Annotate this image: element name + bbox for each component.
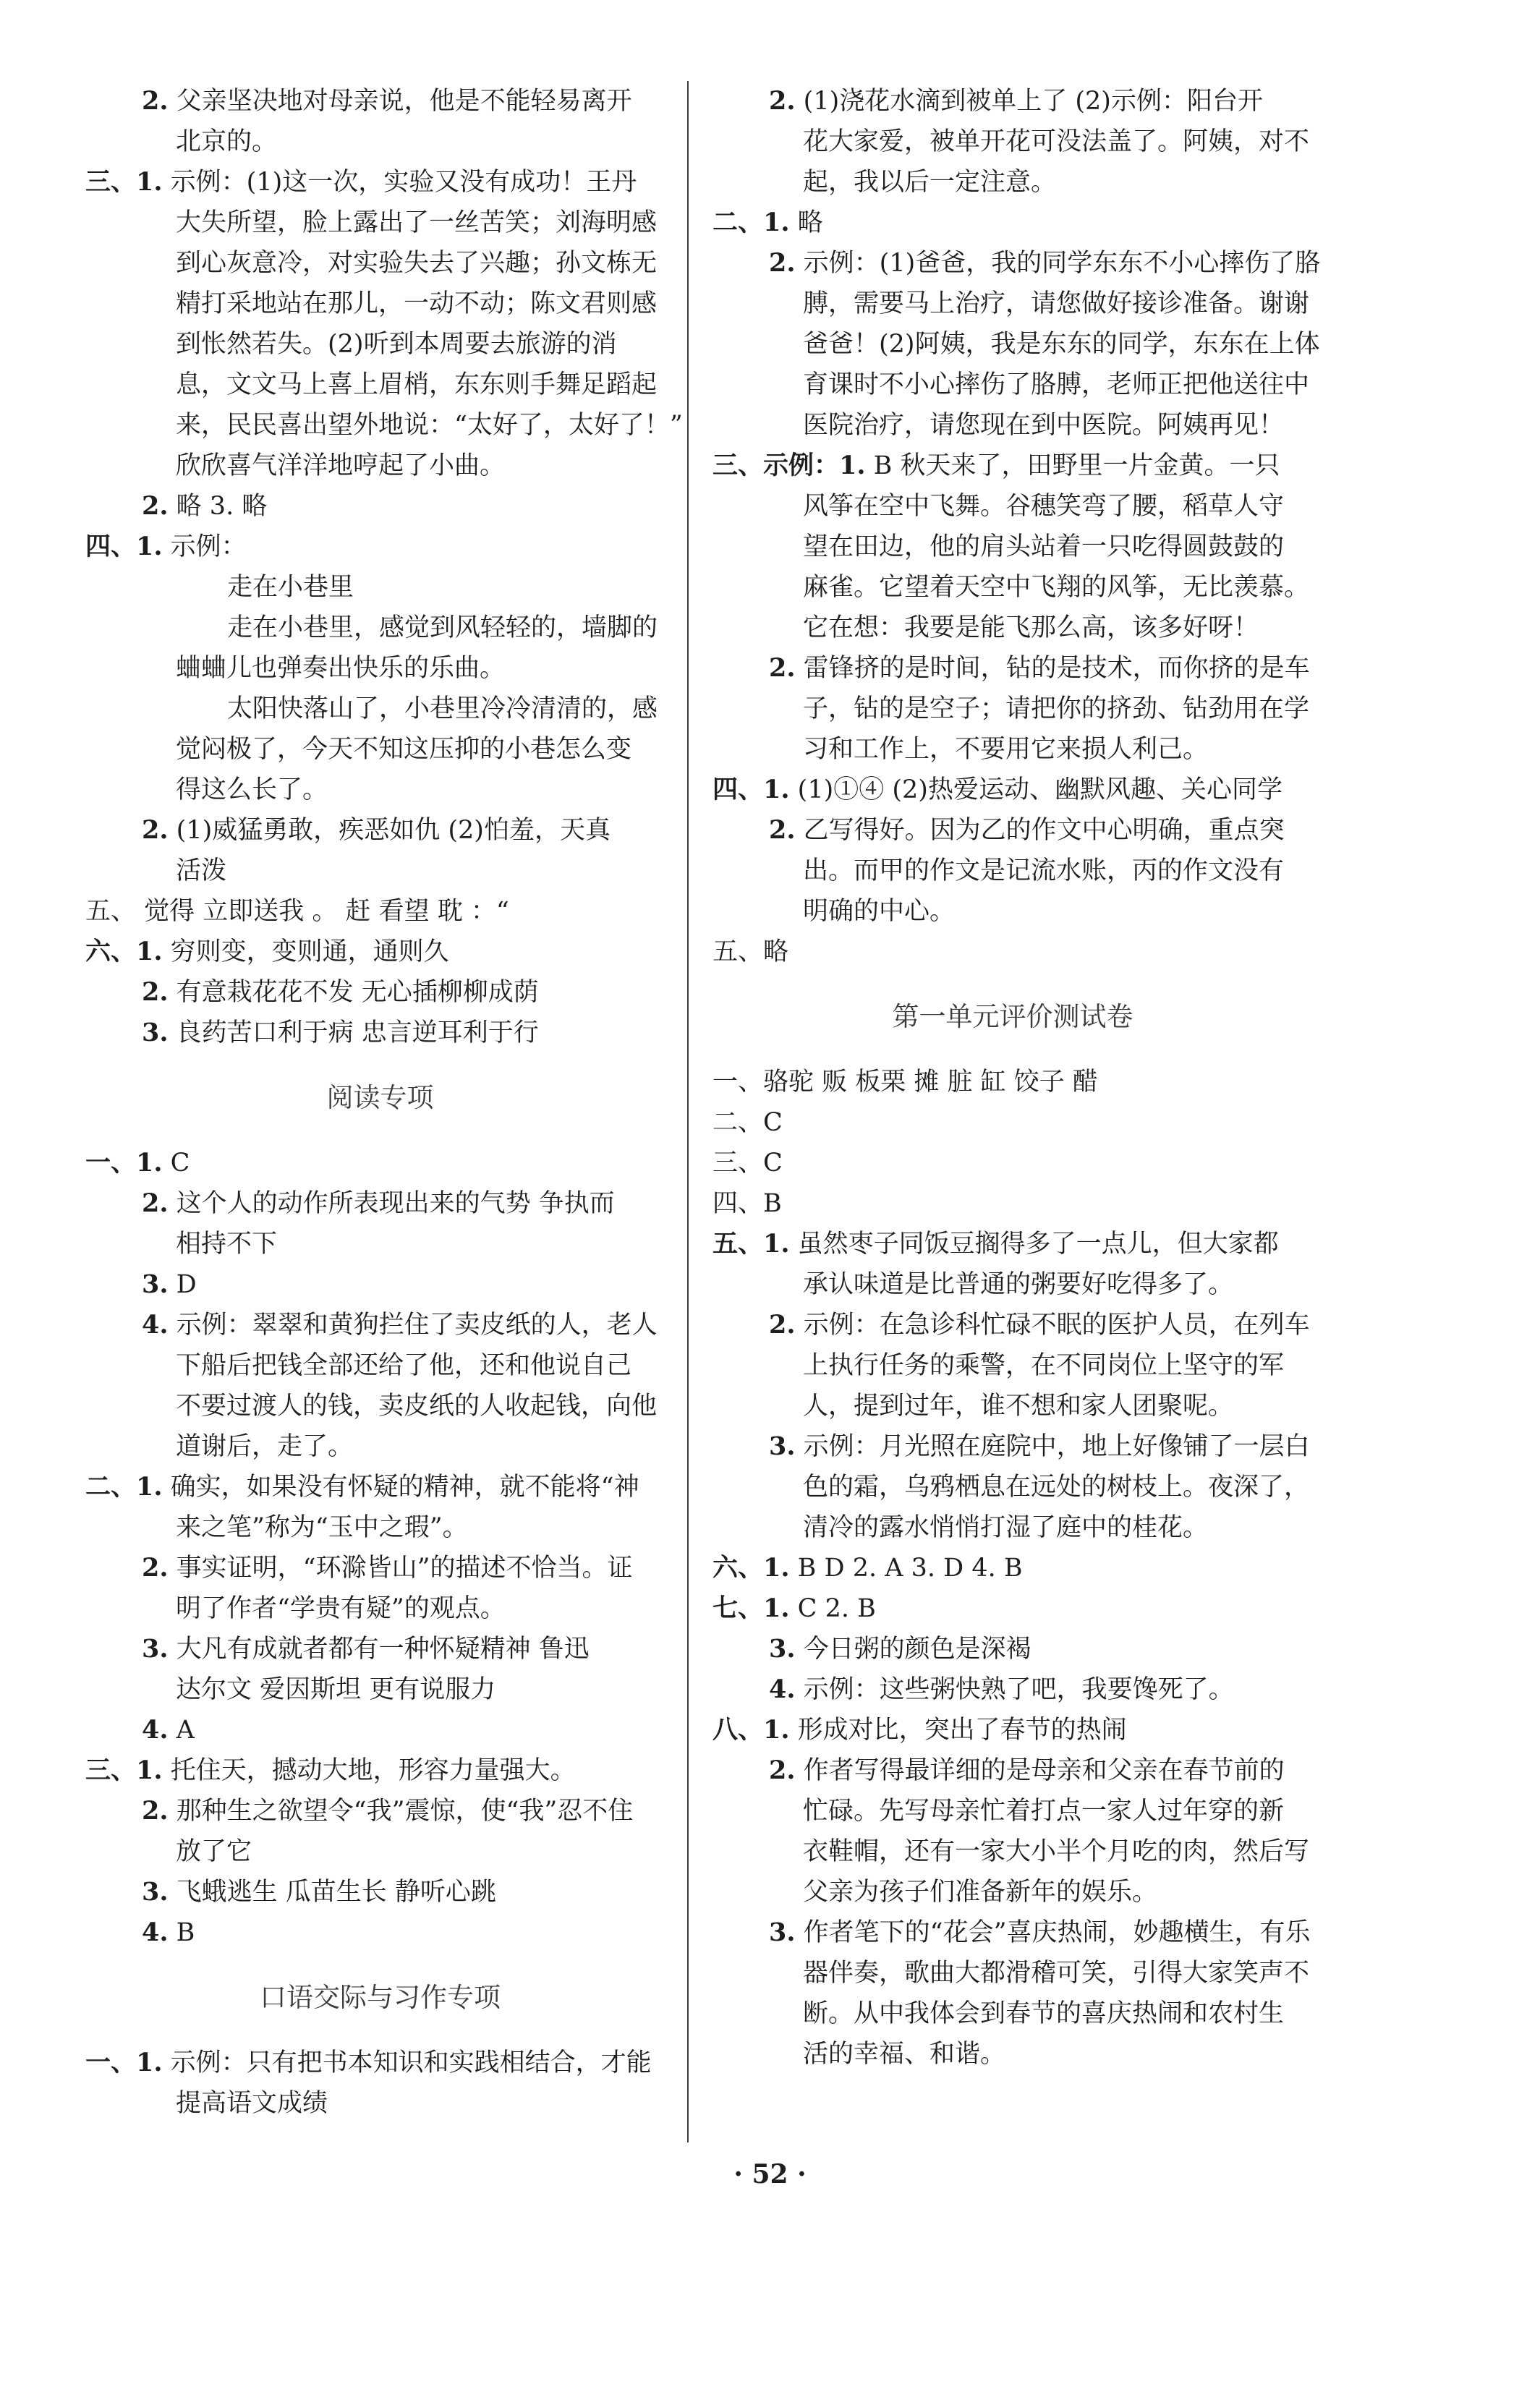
item-number: 2. [769, 86, 796, 116]
answer-text: 走在小巷里，感觉到风轻轻的，墙脚的 [227, 613, 658, 642]
answer-text: 望在田边，他的肩头站着一只吃得圆鼓鼓的 [803, 532, 1285, 561]
answer-line [85, 1629, 675, 1669]
answer-line [85, 1548, 675, 1588]
answer-line [85, 810, 675, 851]
item-number: 2. [142, 491, 169, 521]
answer-line [712, 324, 1320, 365]
answer-line [712, 648, 1313, 689]
answer-text: 蛐蛐儿也弹奏出快乐的乐曲。 [176, 654, 506, 683]
answer-text: 那种生之欲望令“我”震惊，使“我”忍不住 [168, 1797, 634, 1826]
answer-text: 习和工作上，不要用它来损人利己。 [803, 735, 1209, 764]
answer-line [85, 1710, 675, 1750]
answer-text: 雷锋挤的是时间，钻的是技术，而你挤的是车 [795, 654, 1310, 683]
answer-line [85, 1345, 675, 1386]
answer-line [85, 1426, 675, 1467]
item-number: 2. [142, 1796, 169, 1826]
column-divider [687, 81, 689, 2142]
answer-text: 相持不下 [176, 1230, 278, 1259]
item-number: 2. [769, 815, 796, 845]
answer-text: 四、B [712, 1189, 782, 1218]
answer-text: 飞蛾逃生 瓜苗生长 静听心跳 [168, 1878, 496, 1907]
item-number: 4. [142, 1918, 169, 1947]
answer-text: 大失所望，脸上露出了一丝苦笑；刘海明感 [176, 208, 658, 237]
answer-line [85, 1264, 675, 1305]
answer-line [712, 1872, 1313, 1912]
answer-line [712, 567, 1313, 608]
item-number: 一、1. [85, 1148, 163, 1178]
item-number: 2. [142, 977, 169, 1007]
answer-line [85, 324, 675, 365]
answer-text: 清冷的露水悄悄打湿了庭中的桂花。 [803, 1513, 1209, 1542]
answer-line [712, 1426, 1313, 1467]
answer-line [712, 405, 1313, 446]
answer-text: 来之笔”称为“玉中之瑕”。 [176, 1513, 468, 1542]
answer-text: 下船后把钱全部还给了他，还和他说自己 [176, 1351, 632, 1380]
answer-text: 这个人的动作所表现出来的气势 争执而 [168, 1189, 615, 1218]
item-number: 八、1. [712, 1715, 790, 1745]
answer-line [712, 1264, 1313, 1305]
left-column [85, 81, 683, 2124]
item-number: 六、1. [85, 937, 163, 966]
answer-line [712, 1305, 1313, 1345]
answer-line [712, 284, 1313, 324]
answer-line [712, 1669, 1313, 1710]
answer-line [712, 1386, 1313, 1426]
page-number: · 52 · [733, 2159, 807, 2189]
answer-line [712, 1750, 1313, 1791]
answer-text: 觉闷极了，今天不知这压抑的小巷怎么变 [176, 735, 632, 764]
answer-text: 明了作者“学贵有疑”的观点。 [176, 1594, 506, 1623]
answer-text: 息，文文马上喜上眉梢，东东则手舞足蹈起 [176, 370, 658, 399]
answer-text: 乙写得好。因为乙的作文中心明确，重点突 [795, 816, 1285, 845]
answer-line [85, 1750, 675, 1791]
item-number: 二、1. [85, 1472, 163, 1502]
answer-line [85, 1872, 675, 1912]
answer-line [85, 1831, 675, 1872]
answer-line [712, 1629, 1313, 1669]
answer-line [712, 1345, 1313, 1386]
answer-line [712, 729, 1313, 770]
answer-text: A [168, 1716, 195, 1745]
answer-text: 人，提到过年，谁不想和家人团聚呢。 [803, 1392, 1234, 1421]
answer-text: 有意栽花花不发 无心插柳柳成荫 [168, 978, 539, 1007]
item-number: 2. [769, 653, 796, 683]
item-number: 五、1. [712, 1229, 790, 1259]
answer-text: 五、略 [712, 937, 789, 966]
answer-line [85, 608, 675, 648]
answer-line [85, 1507, 675, 1548]
item-number: 六、1. [712, 1553, 790, 1583]
item-number: 七、1. [712, 1593, 790, 1623]
item-number: 4. [142, 1715, 169, 1745]
item-number: 3. [769, 1634, 796, 1664]
answer-text: 示例：翠翠和黄狗拦住了卖皮纸的人，老人 [168, 1311, 658, 1340]
answer-line [712, 770, 1313, 810]
answer-text: 示例：月光照在庭院中，地上好像铺了一层白 [795, 1432, 1310, 1461]
answer-line [85, 972, 675, 1013]
answer-text: 北京的。 [176, 127, 278, 156]
answer-line [85, 891, 675, 932]
answer-text: 父亲为孩子们准备新年的娱乐。 [803, 1878, 1158, 1907]
answer-text: 示例：这些粥快熟了吧，我要馋死了。 [795, 1675, 1234, 1704]
answer-line [712, 243, 1321, 284]
answer-text: 麻雀。它望着天空中飞翔的风筝，无比羡慕。 [803, 573, 1310, 602]
answer-text: 断。从中我体会到春节的喜庆热闹和农村生 [803, 1999, 1285, 2028]
answer-text: 膊，需要马上治疗，请您做好接诊准备。谢谢 [803, 289, 1310, 318]
answer-line [712, 365, 1313, 405]
answer-text: 爸爸！(2)阿姨，我是东东的同学，东东在上体 [803, 330, 1320, 359]
answer-text: 达尔文 爱因斯坦 更有说服力 [176, 1675, 496, 1704]
answer-text: 道谢后，走了。 [176, 1432, 354, 1461]
answer-text: 起，我以后一定注意。 [803, 168, 1057, 197]
answer-text: 示例：(1)这一次，实验又没有成功！王丹 [162, 168, 637, 197]
answer-line [85, 405, 683, 446]
answer-text: 二、C [712, 1108, 783, 1137]
answer-text: 明确的中心。 [803, 897, 956, 926]
item-number: 3. [142, 1269, 169, 1299]
item-number: 2. [142, 86, 169, 116]
answer-line [712, 689, 1313, 729]
answer-text: 子，钻的是空子；请把你的挤劲、钻劲用在学 [803, 694, 1310, 723]
answer-text: 父亲坚决地对母亲说，他是不能轻易离开 [168, 87, 632, 116]
answer-text: 示例： [162, 532, 247, 561]
answer-line [85, 1013, 675, 1053]
answer-line [85, 365, 675, 405]
answer-line [85, 1669, 675, 1710]
item-number: 一、1. [85, 2048, 163, 2077]
answer-line [85, 567, 675, 608]
answer-line [712, 1102, 1313, 1143]
answer-text: 它在想：我要是能飞那么高，该多好呀！ [803, 613, 1259, 642]
answer-line [85, 446, 675, 486]
answer-line [712, 1710, 1313, 1750]
answer-line [712, 1953, 1313, 1993]
answer-line [85, 162, 675, 203]
section-heading: 第一单元评价测试卷 [892, 1001, 1133, 1032]
answer-line [85, 689, 675, 729]
item-number: 2. [769, 1310, 796, 1340]
answer-line [712, 446, 1313, 486]
answer-text: 衣鞋帽，还有一家大小半个月吃的肉，然后写 [803, 1837, 1310, 1866]
answer-line [85, 1183, 675, 1224]
answer-text: C 2. B [789, 1594, 876, 1623]
item-number: 3. [142, 1018, 169, 1047]
answer-text: 作者笔下的“花会”喜庆热闹，妙趣横生，有乐 [795, 1918, 1311, 1947]
answer-text: 活泼 [176, 856, 227, 885]
answer-line [712, 1224, 1313, 1264]
item-number: 2. [142, 1188, 169, 1218]
answer-text: 承认味道是比普通的粥要好吃得多了。 [803, 1270, 1234, 1299]
answer-line [85, 486, 675, 527]
answer-text: 医院治疗，请您现在到中医院。阿姨再见！ [803, 411, 1285, 440]
answer-text: 示例：(1)爸爸，我的同学东东不小心摔伤了胳 [795, 249, 1321, 278]
item-number: 3. [142, 1877, 169, 1907]
answer-text: 色的霜，乌鸦栖息在远处的树枝上。夜深了， [803, 1473, 1310, 1502]
answer-text: 来，民民喜出望外地说：“太好了，太好了！” [176, 411, 683, 440]
answer-text: (1)浇花水滴到被单上了 (2)示例：阳台开 [795, 87, 1263, 116]
answer-line [85, 2043, 675, 2083]
answer-text: 器伴奏，歌曲大都滑稽可笑，引得大家笑声不 [803, 1959, 1310, 1988]
answer-line [85, 770, 675, 810]
answer-line [85, 932, 675, 972]
answer-text: D [168, 1270, 197, 1299]
answer-line [712, 851, 1313, 891]
answer-text: 五、 觉得 立即送我 。 赶 看望 耽 ：“ [85, 897, 509, 926]
answer-text: 示例：只有把书本知识和实践相结合，才能 [162, 2048, 652, 2077]
right-column [712, 81, 1321, 2074]
answer-line [85, 1791, 675, 1831]
answer-text: 一、骆驼 贩 板栗 摊 脏 缸 饺子 醋 [712, 1068, 1098, 1097]
answer-line [712, 1548, 1313, 1588]
answer-line [85, 729, 675, 770]
answer-text: (1)威猛勇敢，疾恶如仇 (2)怕羞，天真 [168, 816, 611, 845]
answer-line [712, 810, 1313, 851]
answer-line [712, 2034, 1313, 2074]
item-number: 4. [142, 1310, 169, 1340]
answer-line [85, 1224, 675, 1264]
item-number: 三、1. [85, 167, 163, 197]
answer-text: 太阳快落山了，小巷里冷冷清清的，感 [227, 694, 658, 723]
answer-line [712, 527, 1313, 567]
item-number: 3. [769, 1431, 796, 1461]
item-number: 4. [769, 1674, 796, 1704]
answer-line [712, 1993, 1313, 2034]
item-number: 四、1. [85, 532, 163, 561]
answer-text: 大凡有成就者都有一种怀疑精神 鲁迅 [168, 1635, 590, 1664]
answer-text: 走在小巷里 [227, 573, 354, 602]
answer-text: 得这么长了。 [176, 775, 328, 804]
answer-text: 提高语文成绩 [176, 2089, 328, 2118]
answer-text: 示例：在急诊科忙碌不眠的医护人员，在列车 [795, 1311, 1310, 1340]
answer-line [712, 203, 1313, 243]
answer-line [712, 932, 1313, 972]
item-number: 3. [769, 1918, 796, 1947]
answer-line [85, 1467, 675, 1507]
answer-text: 出。而甲的作文是记流水账，丙的作文没有 [803, 856, 1285, 885]
item-number: 2. [769, 248, 796, 278]
answer-text: B [168, 1918, 195, 1947]
answer-line [712, 1183, 1313, 1224]
answer-text: 风筝在空中飞舞。谷穗笑弯了腰，稻草人守 [803, 492, 1285, 521]
answer-line [712, 122, 1313, 162]
answer-text: 托住天，撼动大地，形容力量强大。 [162, 1756, 576, 1785]
answer-text: 事实证明，“环滁皆山”的描述不恰当。证 [168, 1554, 633, 1583]
answer-text: 欣欣喜气洋洋地哼起了小曲。 [176, 451, 506, 480]
answer-text: 到怅然若失。(2)听到本周要去旅游的消 [176, 330, 617, 359]
answer-line [85, 1386, 675, 1426]
item-number: 四、1. [712, 775, 790, 804]
answer-line [712, 162, 1313, 203]
answer-line [85, 122, 675, 162]
answer-line [712, 1143, 1313, 1183]
answer-line [712, 1507, 1313, 1548]
item-number: 三、示例：1. [712, 451, 866, 480]
answer-text: 精打采地站在那儿，一动不动；陈文君则感 [176, 289, 658, 318]
item-number: 2. [769, 1755, 796, 1785]
answer-line [712, 486, 1313, 527]
answer-text: 虽然枣子同饭豆搁得多了一点儿，但大家都 [789, 1230, 1279, 1259]
answer-line [85, 284, 675, 324]
item-number: 2. [142, 815, 169, 845]
answer-line [85, 527, 675, 567]
answer-line [712, 891, 1313, 932]
item-number: 2. [142, 1553, 169, 1583]
answer-line [712, 608, 1313, 648]
answer-text: 上执行任务的乘警，在不同岗位上坚守的军 [803, 1351, 1285, 1380]
answer-line [85, 81, 675, 122]
answer-text: 到心灰意冷，对实验失去了兴趣；孙文栋无 [176, 249, 658, 278]
answer-text: 育课时不小心摔伤了胳膊，老师正把他送往中 [803, 370, 1310, 399]
answer-line [85, 851, 675, 891]
answer-line [85, 2083, 675, 2124]
answer-line [712, 1062, 1313, 1102]
answer-line [712, 1912, 1313, 1953]
answer-line [712, 1588, 1313, 1629]
answer-line [85, 1588, 675, 1629]
answer-text: 忙碌。先写母亲忙着打点一家人过年穿的新 [803, 1797, 1285, 1826]
answer-line [85, 1305, 675, 1345]
item-number: 3. [142, 1634, 169, 1664]
answer-line [85, 243, 675, 284]
answer-line [712, 1467, 1313, 1507]
answer-text: B D 2. A 3. D 4. B [789, 1554, 1023, 1583]
answer-text: 不要过渡人的钱，卖皮纸的人收起钱，向他 [176, 1392, 658, 1421]
answer-text: 作者写得最详细的是母亲和父亲在春节前的 [795, 1756, 1285, 1785]
item-number: 三、1. [85, 1755, 163, 1785]
section-heading: 口语交际与习作专项 [260, 1982, 501, 2013]
answer-line [712, 1791, 1313, 1831]
answer-text: 三、C [712, 1149, 783, 1178]
answer-text: C [162, 1149, 190, 1178]
section-heading: 阅读专项 [326, 1082, 434, 1113]
answer-text: (1)①④ (2)热爱运动、幽默风趣、关心同学 [789, 775, 1282, 804]
answer-text: 穷则变，变则通，通则久 [162, 937, 449, 966]
answer-text: 花大家爱，被单开花可没法盖了。阿姨，对不 [803, 127, 1310, 156]
answer-text: 略 3. 略 [168, 492, 268, 521]
answer-text: 良药苦口利于病 忠言逆耳利于行 [168, 1018, 539, 1047]
answer-text: 今日粥的颜色是深褐 [795, 1635, 1031, 1664]
answer-text: 确实，如果没有怀疑的精神，就不能将“神 [162, 1473, 639, 1502]
answer-line [85, 648, 675, 689]
answer-text: 形成对比，突出了春节的热闹 [789, 1716, 1127, 1745]
answer-line [85, 203, 675, 243]
answer-line [85, 1912, 675, 1953]
answer-text: 活的幸福、和谐。 [803, 2040, 1006, 2069]
answer-line [712, 1831, 1313, 1872]
answer-text: B 秋天来了，田野里一片金黄。一只 [865, 451, 1280, 480]
answer-line [85, 1143, 675, 1183]
answer-line [712, 81, 1313, 122]
answer-text: 略 [789, 208, 823, 237]
answer-text: 放了它 [176, 1837, 252, 1866]
item-number: 二、1. [712, 208, 790, 237]
